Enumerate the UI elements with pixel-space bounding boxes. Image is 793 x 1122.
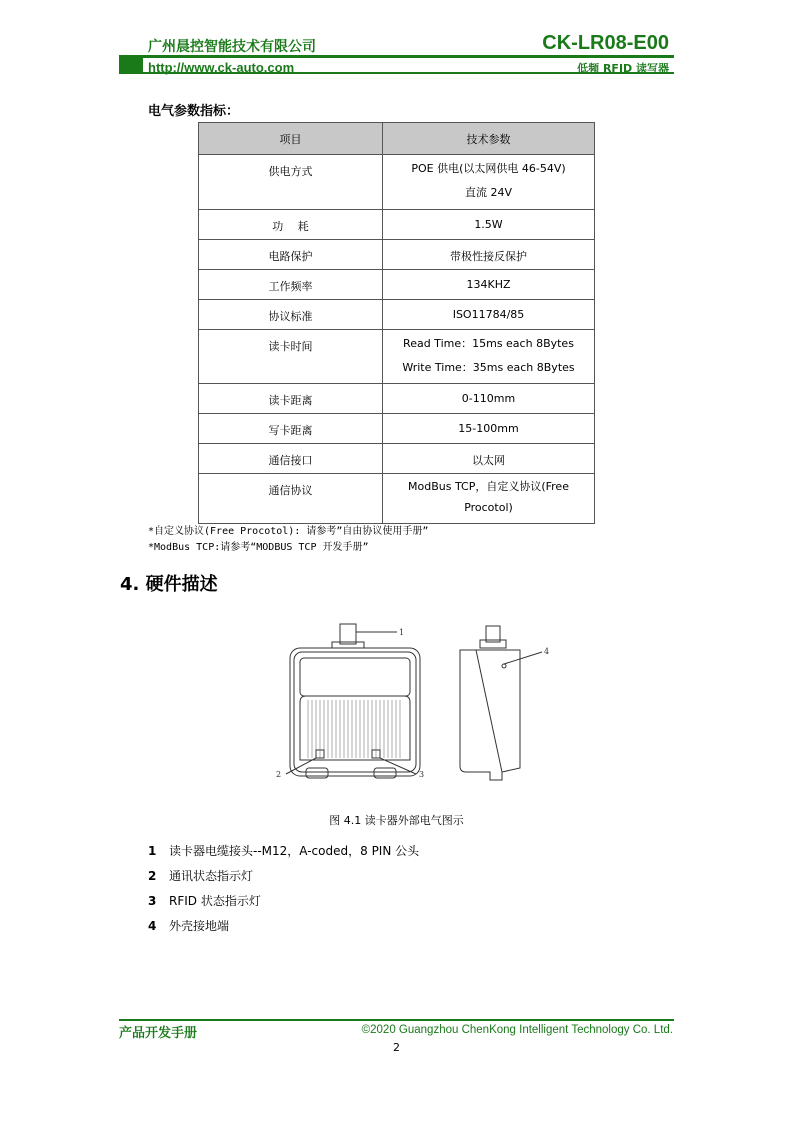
header-url[interactable]: http://www.ck-auto.com bbox=[148, 60, 295, 75]
note-free-protocol: *自定义协议(Free Procotol): 请参考”自由协议使用手册” bbox=[148, 526, 429, 537]
table-row bbox=[199, 384, 595, 414]
spec-line: 15-100mm bbox=[458, 422, 519, 435]
spec-line: ISO11784/85 bbox=[452, 308, 525, 321]
note-modbus: *ModBus TCP:请参考“MODBUS TCP 开发手册” bbox=[148, 542, 369, 553]
footer-manual-title: 产品开发手册 bbox=[119, 1026, 198, 1041]
list-item-number: 3 bbox=[148, 894, 157, 908]
spec-line: 1.5W bbox=[474, 218, 503, 231]
callout-1: 1 bbox=[399, 628, 405, 637]
header-model: CK-LR08-E00 bbox=[542, 32, 669, 54]
table-cell-spec bbox=[383, 330, 595, 384]
table-cell-spec bbox=[383, 474, 595, 524]
header-accent-block bbox=[119, 58, 143, 74]
table-row bbox=[199, 155, 595, 210]
list-item bbox=[148, 917, 229, 934]
callout-4: 4 bbox=[544, 647, 550, 656]
table-row bbox=[199, 414, 595, 444]
table-cell-spec bbox=[383, 300, 595, 330]
table-cell-item: 供电方式 bbox=[199, 155, 383, 210]
spec-line: 0-110mm bbox=[461, 392, 516, 405]
table-cell-item: 写卡距离 bbox=[199, 414, 383, 444]
spec-line: Write Time：35ms each 8Bytes bbox=[402, 361, 575, 374]
section-title-hardware: 4. 硬件描述 bbox=[120, 574, 218, 595]
list-item-text: 通讯状态指示灯 bbox=[169, 869, 254, 883]
table-cell-spec bbox=[383, 270, 595, 300]
front-connector bbox=[340, 624, 356, 644]
spec-line: 直流 24V bbox=[464, 186, 513, 199]
table-row bbox=[199, 474, 595, 524]
table-row bbox=[199, 270, 595, 300]
reader-diagram bbox=[270, 620, 560, 790]
header-divider bbox=[119, 55, 674, 58]
table-cell-spec bbox=[383, 240, 595, 270]
front-body bbox=[290, 648, 420, 776]
list-item bbox=[148, 892, 261, 909]
table-header-spec: 技术参数 bbox=[383, 123, 595, 155]
table-cell-item: 工作频率 bbox=[199, 270, 383, 300]
table-header-item: 项目 bbox=[199, 123, 383, 155]
spec-line: POE 供电(以太网供电 46-54V) bbox=[411, 162, 566, 175]
front-grill bbox=[308, 700, 400, 758]
spec-line: 134KHZ bbox=[466, 278, 511, 291]
callout-leader-4 bbox=[504, 652, 542, 664]
table-cell-spec bbox=[383, 210, 595, 240]
table-cell-item: 功 耗 bbox=[199, 210, 383, 240]
list-item-text: 外壳接地端 bbox=[169, 919, 230, 933]
table-row bbox=[199, 330, 595, 384]
table-cell-item: 通信接口 bbox=[199, 444, 383, 474]
table-row bbox=[199, 210, 595, 240]
table-cell-spec bbox=[383, 384, 595, 414]
list-item-text: RFID 状态指示灯 bbox=[169, 894, 261, 908]
list-item-number: 2 bbox=[148, 869, 157, 883]
spec-table bbox=[198, 122, 595, 524]
table-cell-item: 电路保护 bbox=[199, 240, 383, 270]
table-row bbox=[199, 444, 595, 474]
spec-line: ModBus TCP，自定义协议(Free bbox=[408, 480, 569, 493]
table-cell-item: 通信协议 bbox=[199, 474, 383, 524]
section-label: 电气参数指标： bbox=[148, 104, 240, 119]
header-subtitle: 低频 RFID 读写器 bbox=[577, 62, 669, 75]
list-item bbox=[148, 867, 253, 884]
list-item-text: 读卡器电缆接头--M12，A-coded，8 PIN 公头 bbox=[169, 844, 420, 858]
spec-line: 带极性接反保护 bbox=[450, 250, 527, 263]
footer-copyright: ©2020 Guangzhou ChenKong Intelligent Technology Co. Ltd. bbox=[361, 1024, 673, 1036]
list-item-number: 4 bbox=[148, 919, 157, 933]
table-cell-item: 读卡距离 bbox=[199, 384, 383, 414]
list-item-number: 1 bbox=[148, 844, 157, 858]
table-header-row bbox=[199, 123, 595, 155]
table-cell-item: 读卡时间 bbox=[199, 330, 383, 384]
callout-3: 3 bbox=[419, 770, 425, 779]
list-item bbox=[148, 842, 419, 859]
table-cell-spec bbox=[383, 155, 595, 210]
figure-caption: 图 4.1 读卡器外部电气图示 bbox=[329, 814, 464, 827]
callout-2: 2 bbox=[276, 770, 282, 779]
table-cell-spec bbox=[383, 414, 595, 444]
header-company: 广州晨控智能技术有限公司 bbox=[148, 39, 316, 55]
spec-line: Procotol) bbox=[464, 501, 513, 514]
ground-terminal bbox=[502, 664, 506, 668]
footer-divider bbox=[119, 1019, 674, 1021]
spec-line: Read Time：15ms each 8Bytes bbox=[403, 337, 574, 350]
table-cell-spec bbox=[383, 444, 595, 474]
page-number: 2 bbox=[393, 1041, 400, 1054]
table-row bbox=[199, 300, 595, 330]
spec-line: 以太网 bbox=[472, 454, 505, 467]
table-row bbox=[199, 240, 595, 270]
table-cell-item: 协议标准 bbox=[199, 300, 383, 330]
